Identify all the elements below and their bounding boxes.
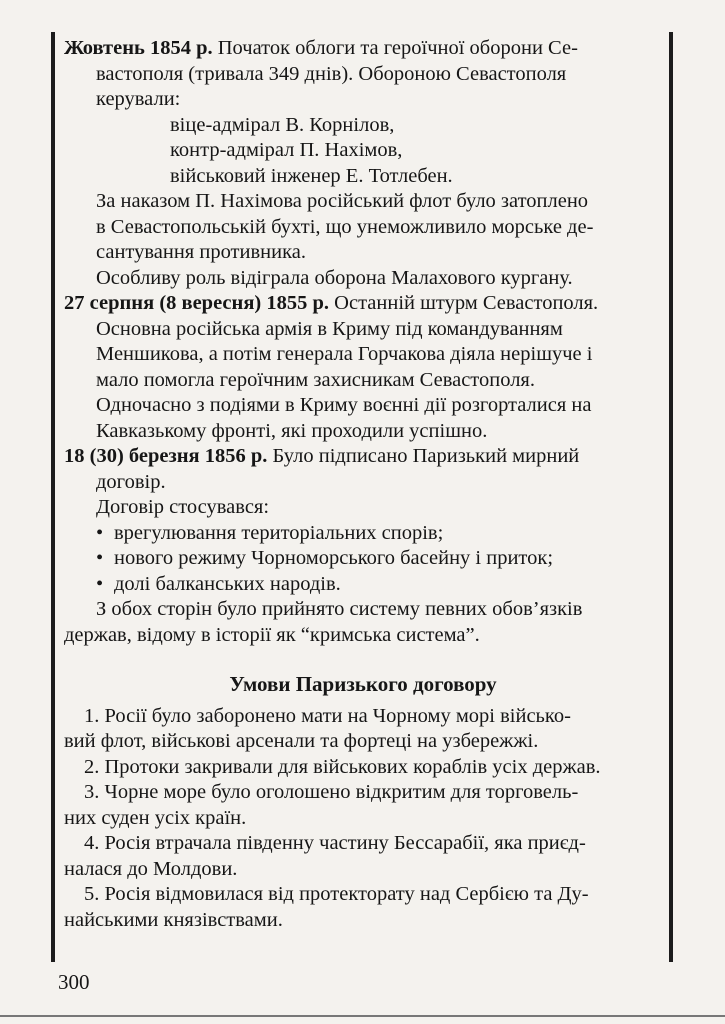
condition-line: вий флот, військові арсенали та фортеці на узбережжі. — [64, 730, 539, 752]
text-line: Договір стосувався: — [96, 496, 270, 518]
condition-line: 5. Росія відмовилася від протекторату над Сербією та Ду- — [84, 883, 589, 905]
bottom-divider — [0, 1015, 725, 1017]
list-item — [64, 521, 662, 547]
list-item-text: долі балканських народів. — [114, 572, 341, 595]
text-line: Початок облоги та героїчної оборони Се- — [217, 37, 578, 59]
list-item — [64, 546, 662, 572]
text-line: договір. — [96, 470, 166, 493]
text-line: За наказом П. Нахімова російський флот було затоплено — [96, 190, 589, 212]
page-number: 300 — [58, 970, 90, 994]
date-1855: 27 серпня (8 вересня) 1855 р. — [64, 292, 330, 314]
text-line: вастополя (тривала 349 днів). Обороною Севастополя — [96, 62, 567, 85]
condition-line: 4. Росія втрачала південну частину Бессарабії, яка приєд- — [84, 832, 586, 854]
date-1856: 18 (30) березня 1856 р. — [64, 445, 268, 467]
event-1854-line — [64, 36, 662, 62]
commander-line: військовий інженер Е. Тотлебен. — [170, 164, 453, 187]
text-line: Кавказькому фронті, які проходили успішно. — [96, 419, 488, 442]
condition-line: них суден усіх країн. — [64, 806, 247, 829]
commander-line: віце-адмірал В. Корнілов, — [170, 113, 395, 136]
right-margin-rule — [669, 32, 673, 962]
event-1855-line — [64, 291, 662, 317]
text-line: сантування противника. — [96, 241, 306, 263]
condition-line: 3. Чорне море було оголошено відкритим для торговель- — [84, 781, 579, 803]
bullet-icon: • — [96, 572, 104, 595]
text-line: Було підписано Паризький мирний — [272, 445, 580, 467]
text-line: Особливу роль відіграла оборона Малахового кургану. — [96, 266, 573, 289]
text-line: Останній штурм Севастополя. — [334, 292, 599, 314]
condition-line: 1. Росії було заборонено мати на Чорному морі військо- — [84, 704, 571, 727]
condition-line: 2. Протоки закривали для військових кораблів усіх держав. — [84, 755, 601, 778]
left-margin-rule — [51, 32, 55, 962]
commander-line: контр-адмірал П. Нахімов, — [170, 139, 403, 161]
text-line: Одночасно з подіями в Криму воєнні дії розгорталися на — [96, 394, 592, 416]
event-1856-line — [64, 444, 662, 470]
text-line: Основна російська армія в Криму під командуванням — [96, 317, 563, 340]
bullet-icon: • — [96, 521, 104, 544]
text-line: мало помогла героїчним захисникам Севастополя. — [96, 368, 535, 391]
conditions-list — [64, 704, 662, 934]
condition-line: налася до Молдови. — [64, 857, 238, 880]
text-line: держав, відому в історії як “кримська система”. — [64, 623, 480, 646]
bullet-icon: • — [96, 547, 104, 569]
list-item — [64, 572, 662, 598]
text-line: в Севастопольській бухті, що унеможливило морське де- — [96, 215, 594, 238]
condition-line: найськими князівствами. — [64, 908, 283, 931]
text-line: керували: — [96, 88, 181, 110]
list-item-text: врегулювання територіальних спорів; — [114, 521, 444, 544]
page-content — [64, 36, 662, 933]
list-item-text: нового режиму Чорноморського басейну і приток; — [114, 547, 554, 569]
date-1854: Жовтень 1854 р. — [64, 37, 213, 59]
text-line: Меншикова, а потім генерала Горчакова діяла нерішуче і — [96, 343, 593, 365]
text-line: З обох сторін було прийнято систему певних обов’язків — [96, 598, 583, 620]
section-heading: Умови Паризького договору — [229, 672, 497, 696]
